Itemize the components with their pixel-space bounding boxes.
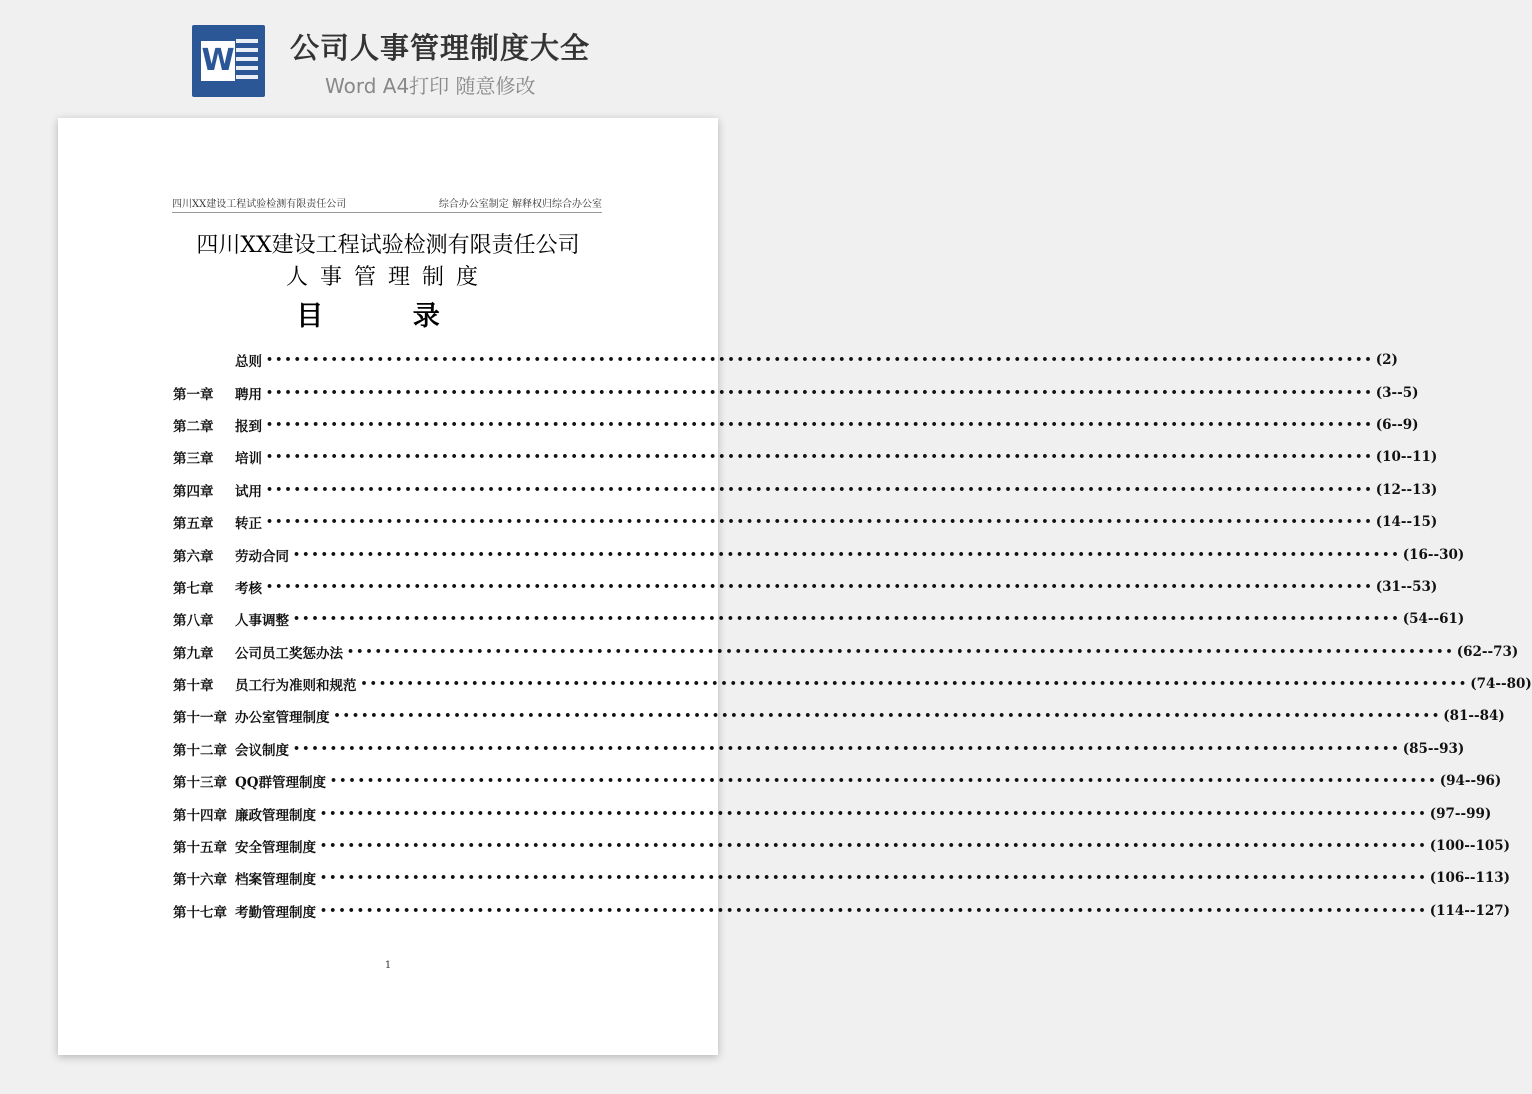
toc-chapter-name: 会议制度 (235, 742, 289, 759)
toc-page-range: (106--113) (1429, 870, 1511, 887)
toc-leader-dots: •••••••••••••••••••••••••••••••••••••••••••••••••••••••••••••••••••••••••••••••••••••••••••••••••••••••••••••••••••••••• (330, 774, 1438, 788)
toc-leader-dots: •••••••••••••••••••••••••••••••••••••••••••••••••••••••••••••••••••••••••••••••••••••••••••••••••••••••••••••••••••••••• (266, 450, 1374, 464)
toc-chapter-number: 第三章 (173, 451, 214, 468)
header-divider (172, 212, 602, 213)
toc-entry (173, 862, 1511, 894)
toc-page-range: (2) (1375, 352, 1398, 369)
toc-chapter-number: 第十章 (173, 678, 214, 695)
toc-entry (173, 733, 1465, 765)
toc-chapter-name: 安全管理制度 (235, 840, 316, 857)
banner-title: 公司人事管理制度大全 (290, 31, 591, 65)
toc-leader-dots: •••••••••••••••••••••••••••••••••••••••••••••••••••••••••••••••••••••••••••••••••••••••••••••••••••••••••••••••••••••••• (347, 644, 1455, 658)
toc-chapter-number: 第十三章 (173, 775, 227, 792)
toc-leader-dots: •••••••••••••••••••••••••••••••••••••••••••••••••••••••••••••••••••••••••••••••••••••••••••••••••••••••••••••••••••••••• (293, 741, 1401, 755)
toc-chapter-number: 第九章 (173, 645, 214, 662)
toc-chapter-number: 第六章 (173, 548, 214, 565)
toc-chapter-name: 办公室管理制度 (235, 710, 330, 727)
word-document-icon (192, 25, 265, 97)
toc-entry (173, 797, 1492, 829)
toc-entry (173, 376, 1419, 408)
toc-leader-dots: •••••••••••••••••••••••••••••••••••••••••••••••••••••••••••••••••••••••••••••••••••••••••••••••••••••••••••••••••••••••• (266, 353, 1374, 367)
toc-chapter-name: 报到 (235, 418, 262, 435)
toc-leader-dots: •••••••••••••••••••••••••••••••••••••••••••••••••••••••••••••••••••••••••••••••••••••••••••••••••••••••••••••••••••••••• (320, 839, 1428, 853)
toc-chapter-name: 考核 (235, 580, 262, 597)
toc-chapter-name: 转正 (235, 516, 262, 533)
table-of-contents (173, 344, 1532, 927)
toc-page-range: (14--15) (1375, 514, 1438, 531)
toc-chapter-name: 考勤管理制度 (235, 904, 316, 921)
toc-entry (173, 409, 1419, 441)
toc-page-range: (10--11) (1375, 449, 1438, 466)
toc-leader-dots: •••••••••••••••••••••••••••••••••••••••••••••••••••••••••••••••••••••••••••••••••••••••••••••••••••••••••••••••••••••••• (320, 806, 1428, 820)
toc-entry (173, 474, 1438, 506)
page-header-right: 综合办公室制定 解释权归综合办公室 (438, 199, 602, 210)
toc-leader-dots: •••••••••••••••••••••••••••••••••••••••••••••••••••••••••••••••••••••••••••••••••••••••••••••••••••••••••••••••••••••••• (293, 612, 1401, 626)
document-page (58, 118, 1532, 1055)
toc-chapter-name: 劳动合同 (235, 548, 289, 565)
toc-chapter-name: 公司员工奖惩办法 (235, 645, 343, 662)
toc-entry (173, 668, 1532, 700)
toc-page-range: (81--84) (1443, 708, 1505, 725)
toc-entry (173, 636, 1519, 668)
toc-page-range: (16--30) (1402, 546, 1465, 563)
toc-leader-dots: •••••••••••••••••••••••••••••••••••••••••••••••••••••••••••••••••••••••••••••••••••••••••••••••••••••••••••••••••••••••• (266, 515, 1374, 529)
toc-page-range: (54--61) (1402, 611, 1465, 628)
toc-entry (173, 765, 1502, 797)
toc-chapter-number: 第十二章 (173, 742, 227, 759)
toc-chapter-number: 第五章 (173, 516, 214, 533)
page-header-left: 四川XX建设工程试验检测有限责任公司 (172, 199, 347, 210)
toc-chapter-number: 第十五章 (173, 840, 227, 857)
toc-entry (173, 441, 1438, 473)
toc-chapter-number: 第一章 (173, 386, 214, 403)
toc-leader-dots: •••••••••••••••••••••••••••••••••••••••••••••••••••••••••••••••••••••••••••••••••••••••••••••••••••••••••••••••••••••••• (293, 547, 1401, 561)
toc-chapter-name: 总则 (235, 354, 262, 371)
toc-page-range: (74--80) (1470, 676, 1532, 693)
toc-page-range: (62--73) (1456, 643, 1519, 660)
toc-chapter-name: 聘用 (235, 386, 262, 403)
preview-banner (0, 0, 774, 118)
toc-chapter-number: 第十一章 (173, 710, 227, 727)
toc-title-text: 目 录 (296, 301, 480, 332)
toc-leader-dots: •••••••••••••••••••••••••••••••••••••••••••••••••••••••••••••••••••••••••••••••••••••••••••••••••••••••••••••••••••••••• (266, 579, 1374, 593)
toc-entry (173, 700, 1505, 732)
toc-entry (173, 538, 1465, 570)
toc-entry (173, 344, 1398, 376)
toc-chapter-number: 第十四章 (173, 807, 227, 824)
toc-page-range: (3--5) (1375, 384, 1419, 401)
toc-chapter-number: 第四章 (173, 483, 214, 500)
toc-entry (173, 603, 1465, 635)
document-title: 人事管理制度 (285, 265, 490, 290)
toc-page-range: (31--53) (1375, 578, 1438, 595)
toc-chapter-number: 第八章 (173, 613, 214, 630)
toc-page-range: (6--9) (1375, 416, 1419, 433)
toc-page-range: (97--99) (1429, 805, 1492, 822)
toc-chapter-number: 第二章 (173, 418, 214, 435)
toc-leader-dots: •••••••••••••••••••••••••••••••••••••••••••••••••••••••••••••••••••••••••••••••••••••••••••••••••••••••••••••••••••••••• (266, 417, 1374, 431)
toc-page-range: (12--13) (1375, 481, 1438, 498)
toc-page-range: (100--105) (1429, 838, 1511, 855)
toc-leader-dots: •••••••••••••••••••••••••••••••••••••••••••••••••••••••••••••••••••••••••••••••••••••••••••••••••••••••••••••••••••••••• (320, 871, 1428, 885)
toc-chapter-number: 第七章 (173, 580, 214, 597)
toc-entry (173, 571, 1438, 603)
toc-page-range: (85--93) (1402, 740, 1465, 757)
toc-chapter-name: 人事调整 (235, 613, 289, 630)
page-number: 1 (384, 960, 392, 971)
toc-chapter-name: 试用 (235, 483, 262, 500)
toc-entry (173, 830, 1511, 862)
toc-leader-dots: •••••••••••••••••••••••••••••••••••••••••••••••••••••••••••••••••••••••••••••••••••••••••••••••••••••••••••••••••••••••• (266, 482, 1374, 496)
toc-chapter-name: 档案管理制度 (235, 872, 316, 889)
toc-chapter-name: 培训 (235, 451, 262, 468)
toc-entry (173, 506, 1438, 538)
toc-page-range: (94--96) (1439, 773, 1502, 790)
toc-chapter-name: 廉政管理制度 (235, 807, 316, 824)
toc-leader-dots: •••••••••••••••••••••••••••••••••••••••••••••••••••••••••••••••••••••••••••••••••••••••••••••••••••••••••••••••••••••••• (360, 677, 1469, 691)
toc-chapter-name: 员工行为准则和规范 (235, 678, 357, 695)
toc-leader-dots: •••••••••••••••••••••••••••••••••••••••••••••••••••••••••••••••••••••••••••••••••••••••••••••••••••••••••••••••••••••••• (333, 709, 1442, 723)
toc-chapter-name: QQ群管理制度 (235, 775, 327, 792)
icon-lines (236, 39, 258, 84)
company-name: 四川XX建设工程试验检测有限责任公司 (196, 233, 580, 258)
icon-letter: W (201, 41, 235, 81)
toc-leader-dots: •••••••••••••••••••••••••••••••••••••••••••••••••••••••••••••••••••••••••••••••••••••••••••••••••••••••••••••••••••••••• (266, 385, 1374, 399)
toc-title (58, 294, 718, 333)
toc-chapter-number: 第十七章 (173, 904, 227, 921)
banner-subtitle: Word A4打印 随意修改 (325, 74, 536, 98)
toc-leader-dots: •••••••••••••••••••••••••••••••••••••••••••••••••••••••••••••••••••••••••••••••••••••••••••••••••••••••••••••••••••••••• (320, 903, 1428, 917)
toc-entry (173, 895, 1511, 927)
toc-chapter-number: 第十六章 (173, 872, 227, 889)
toc-page-range: (114--127) (1429, 902, 1511, 919)
